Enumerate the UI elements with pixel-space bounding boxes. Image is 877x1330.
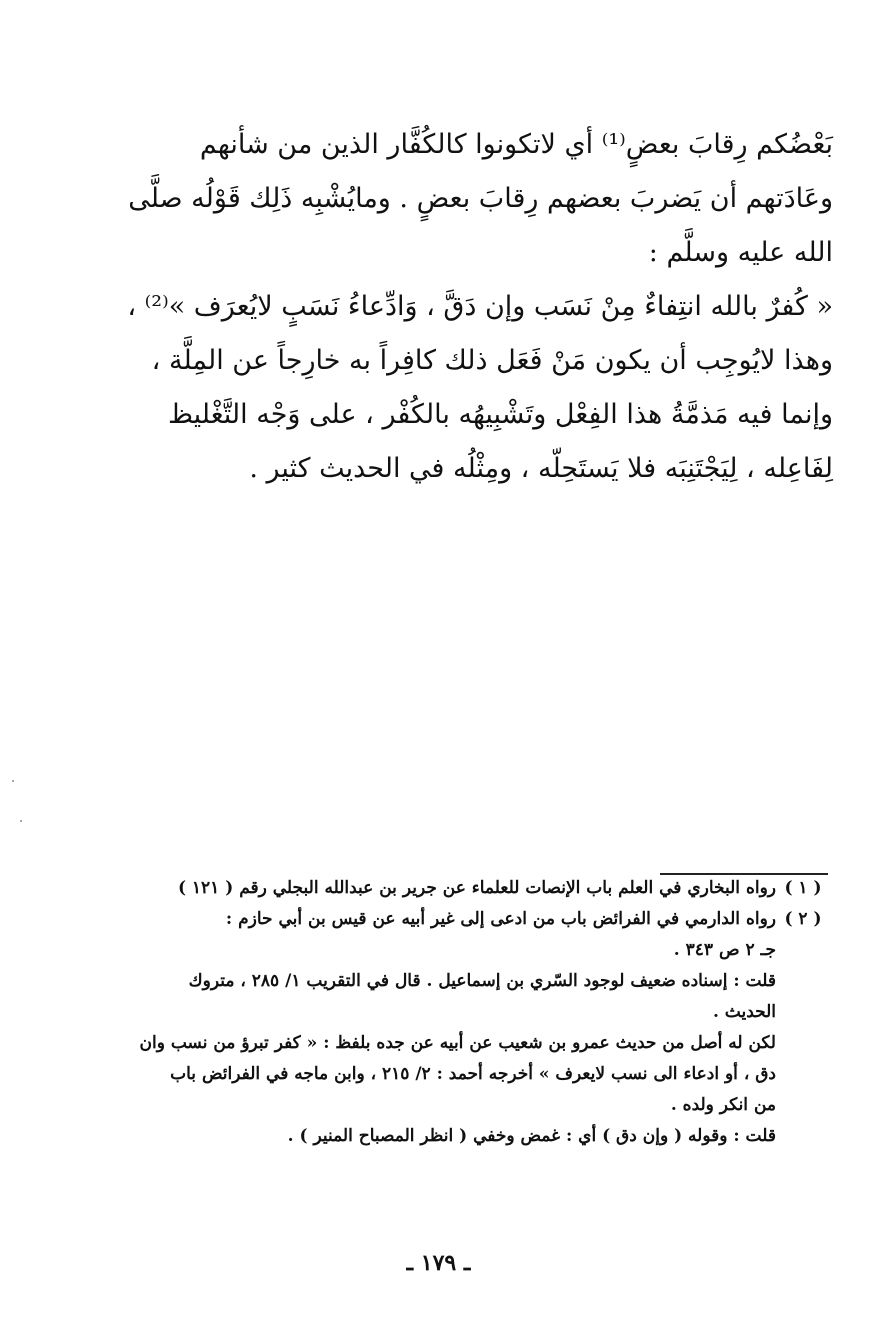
- footnote-2-note: [70, 1090, 830, 1121]
- footnote-2-note: [70, 1121, 830, 1152]
- main-text-line: لِفَاعِله ، لِيَجْتَنِبَه فلا يَستَحِلّه ، ومِثْلُه في الحديث كثير .: [249, 453, 833, 484]
- footnote-2-note: [70, 1059, 830, 1090]
- footnote-number: ( ٢ ): [784, 909, 822, 929]
- scan-speck: [12, 780, 14, 782]
- footnote-text: قلت : وقوله ( وإن دق ) أي : غمض وخفي ( انظر المصباح المنير ) .: [287, 1126, 776, 1146]
- scan-speck: [20, 820, 22, 822]
- footnote-1: [70, 873, 830, 904]
- footnote-2-note: [70, 966, 830, 997]
- footnote-text: رواه البخاري في العلم باب الإنصات للعلماء عن جرير بن عبدالله البجلي رقم ( ١٢١ ): [177, 878, 776, 898]
- footnote-text: لكن له أصل من حديث عمرو بن شعيب عن أبيه عن جده بلفظ : « كفر تبرؤ من نسب وان: [139, 1033, 776, 1053]
- footnote-2-note: [70, 997, 830, 1028]
- main-text-line: وهذا لايُوجِب أن يكون مَنْ فَعَل ذلك كافِراً به خارِجاً عن المِلَّة ،: [151, 345, 833, 376]
- main-text-line: وإنما فيه مَذمَّةُ هذا الفِعْل وتَشْبِيهُه بالكُفْر ، على وَجْه التَّغْليظ: [168, 399, 833, 430]
- footnote-text: قلت : إسناده ضعيف لوجود السّري بن إسماعيل . قال في التقريب ١/ ٢٨٥ ، متروك: [188, 971, 776, 991]
- footnote-2-continuation: [70, 935, 830, 966]
- main-text-block: [127, 118, 833, 496]
- main-text-line: « كُفرٌ بالله انتِفاءٌ مِنْ نَسَب وإن دَقَّ ، وَادِّعاءُ نَسَبٍ لايُعرَف »⁽²⁾ ،: [127, 291, 833, 322]
- main-text-line: وعَادَتهم أن يَضربَ بعضهم رِقابَ بعضٍ . ومايُشْبِه ذَلِك قَوْلُه صلَّى: [128, 183, 833, 214]
- page-number: ـ ١٧٩ ـ: [406, 1250, 471, 1276]
- footnote-2-note: [70, 1028, 830, 1059]
- footnote-number: ( ١ ): [784, 878, 822, 898]
- footnote-text: من انكر ولده .: [670, 1095, 776, 1115]
- footnote-text: جـ ٢ ص ٣٤٣ .: [673, 940, 776, 960]
- main-text-line: الله عليه وسلَّم :: [648, 237, 833, 268]
- footnote-text: دق ، أو ادعاء الى نسب لايعرف » أخرجه أحمد : ٢/ ٢١٥ ، وابن ماجه في الفرائض باب: [170, 1064, 776, 1084]
- footnote-text: رواه الدارمي في الفرائض باب من ادعى إلى غير أبيه عن قيس بن أبي حازم :: [225, 909, 776, 929]
- main-text-line: بَعْضُكم رِقابَ بعضٍ⁽¹⁾ أي لاتكونوا كالكُفَّار الذين من شأنهم: [199, 129, 833, 160]
- footnote-2: [70, 904, 830, 935]
- footnote-text: الحديث .: [712, 1002, 776, 1022]
- footnotes-block: [70, 873, 830, 1152]
